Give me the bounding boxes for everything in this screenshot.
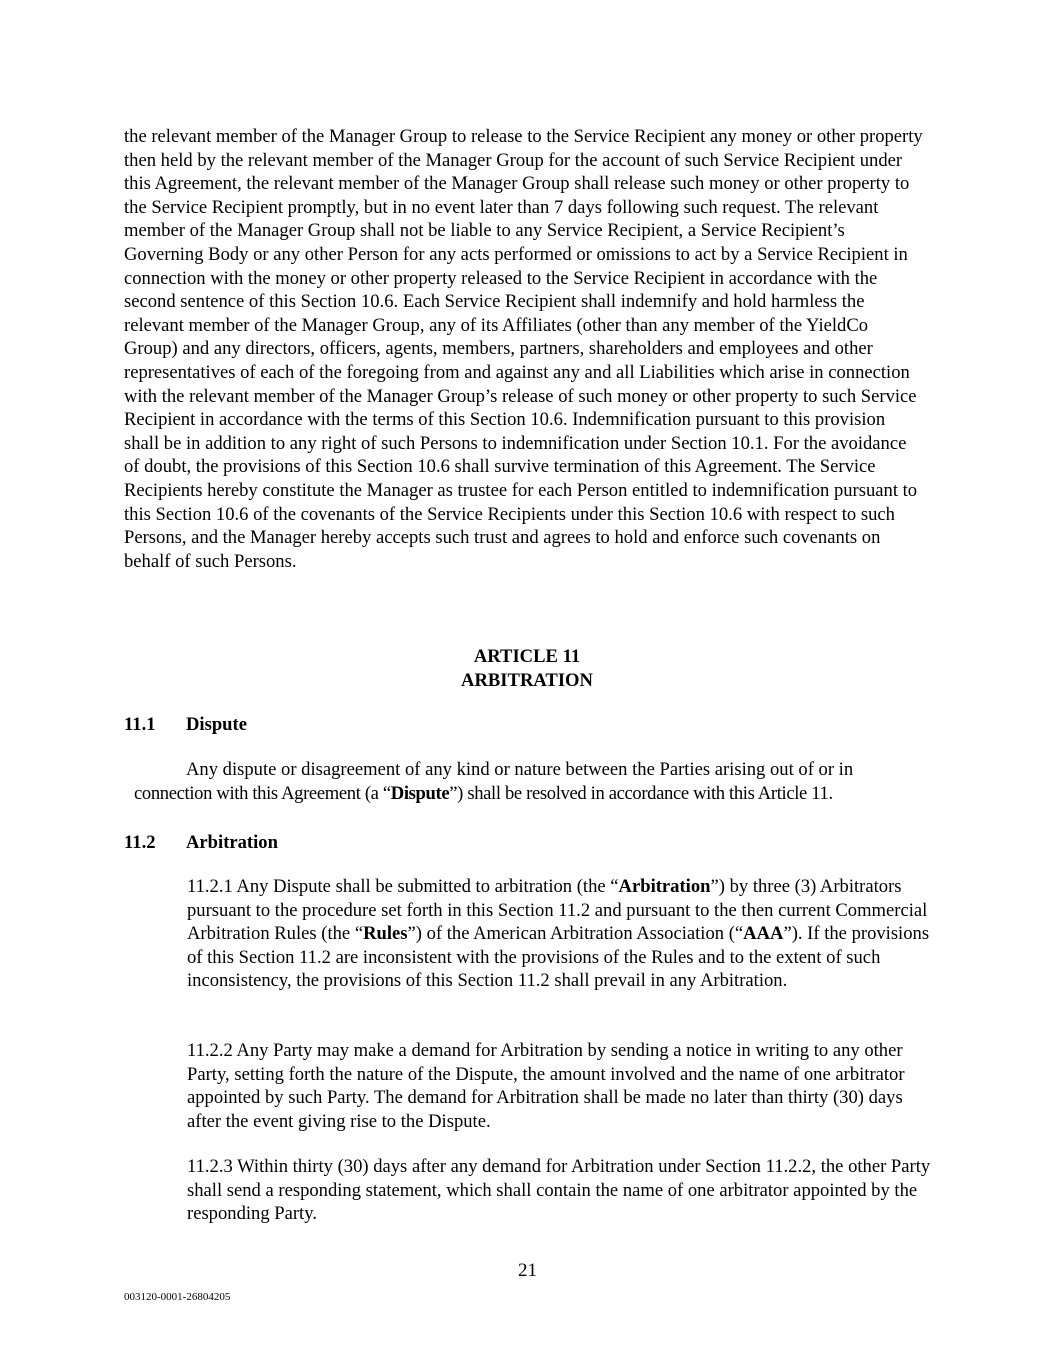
defined-term-aaa: AAA — [743, 923, 784, 945]
section-11-1-heading — [124, 713, 247, 737]
section-number: 11.1 — [124, 714, 156, 735]
dispute-line-1: Any dispute or disagreement of any kind or nature between the Parties arising out of or in — [186, 759, 854, 780]
text-segment: 11.2.1 Any Dispute shall be submitted to arbitration (the “ — [187, 876, 619, 897]
section-10-6-continuation-paragraph: the relevant member of the Manager Group to release to the Service Recipient any money or other property then held by the relevant member of the Manager Group for the account of such Service Recipient under this Agreement, the relevant member of the Manager Group shall release such money or other property to the Service Recipient promptly, but in no event later than 7 days following such request. The relevant member of the Manager Group shall not be liable to any Service Recipient, a Service Recipient’s Governing Body or any other Person for any acts performed or omissions to act by a Service Recipient in connection with the money or other property released to the Service Recipient in accordance with the second sentence of this Section 10.6. Each Service Recipient shall indemnify and hold harmless the relevant member of the Manager Group, any of its Affiliates (other than any member of the YieldCo Group) and any directors, officers, agents, members, partners, shareholders and employees and other representatives of each of the foregoing from and against any and all Liabilities which arise in connection with the relevant member of the Manager Group’s release of such money or other property to such Service Recipient in accordance with the terms of this Section 10.6. Indemnification pursuant to this provision shall be in addition to any right of such Persons to indemnification under Section 10.1. For the avoidance of doubt, the provisions of this Section 10.6 shall survive termination of this Agreement. The Service Recipients hereby constitute the Manager as trustee for each Person entitled to indemnification pursuant to this Section 10.6 of the covenants of the Service Recipients under this Section 10.6 with respect to such Persons, and the Manager hereby accepts such trust and agrees to hold and enforce such covenants on behalf of such Persons. — [124, 126, 923, 572]
page-number: 21 — [518, 1260, 537, 1281]
document-id: 003120-0001-26804205 — [124, 1291, 231, 1303]
text-segment: ”). If the provisions of this Section 11.2 are inconsistent with the provisions of the Rules and to the extent of such inconsistency, the provisions of this Section 11.2 shall prevail in any Arbitration. — [187, 923, 930, 992]
section-11-1-paragraph — [134, 758, 934, 805]
article-number: ARTICLE 11 — [473, 646, 581, 667]
section-number: 11.2 — [124, 832, 156, 853]
text-segment: connection with this Agreement (a “ — [134, 782, 391, 804]
section-title: Dispute — [186, 714, 247, 735]
text-segment: ”) by three (3) Arbitrators pursuant to the procedure set forth in this Section 11.2 and pursuant to the then current Commercial Arbitration Rules (the “ — [187, 876, 928, 945]
subsection-11-2-3: 11.2.3 Within thirty (30) days after any demand for Arbitration under Section 11.2.2, the other Party shall send a responding statement, which shall contain the name of one arbitrator appointed by the responding Party. — [187, 1156, 931, 1225]
defined-term-arbitration: Arbitration — [618, 876, 711, 897]
dispute-line-2 — [134, 782, 934, 806]
defined-term-dispute: Dispute — [390, 782, 450, 804]
text-segment: ”) shall be resolved in accordance with this Article 11. — [449, 782, 833, 804]
text-segment: ”) of the American Arbitration Association (“ — [407, 923, 744, 945]
section-11-2-heading — [124, 831, 278, 855]
article-title: ARBITRATION — [461, 669, 593, 691]
subsection-11-2-2: 11.2.2 Any Party may make a demand for Arbitration by sending a notice in writing to any other Party, setting forth the nature of the Dispute, the amount involved and the name of one arbitrator appointed by such Party. The demand for Arbitration shall be made no later than thirty (30) days after the event giving rise to the Dispute. — [187, 1040, 905, 1132]
defined-term-rules: Rules — [363, 923, 408, 945]
subsection-11-2-1 — [187, 875, 932, 993]
article-heading — [124, 645, 930, 692]
section-title: Arbitration — [186, 832, 278, 853]
